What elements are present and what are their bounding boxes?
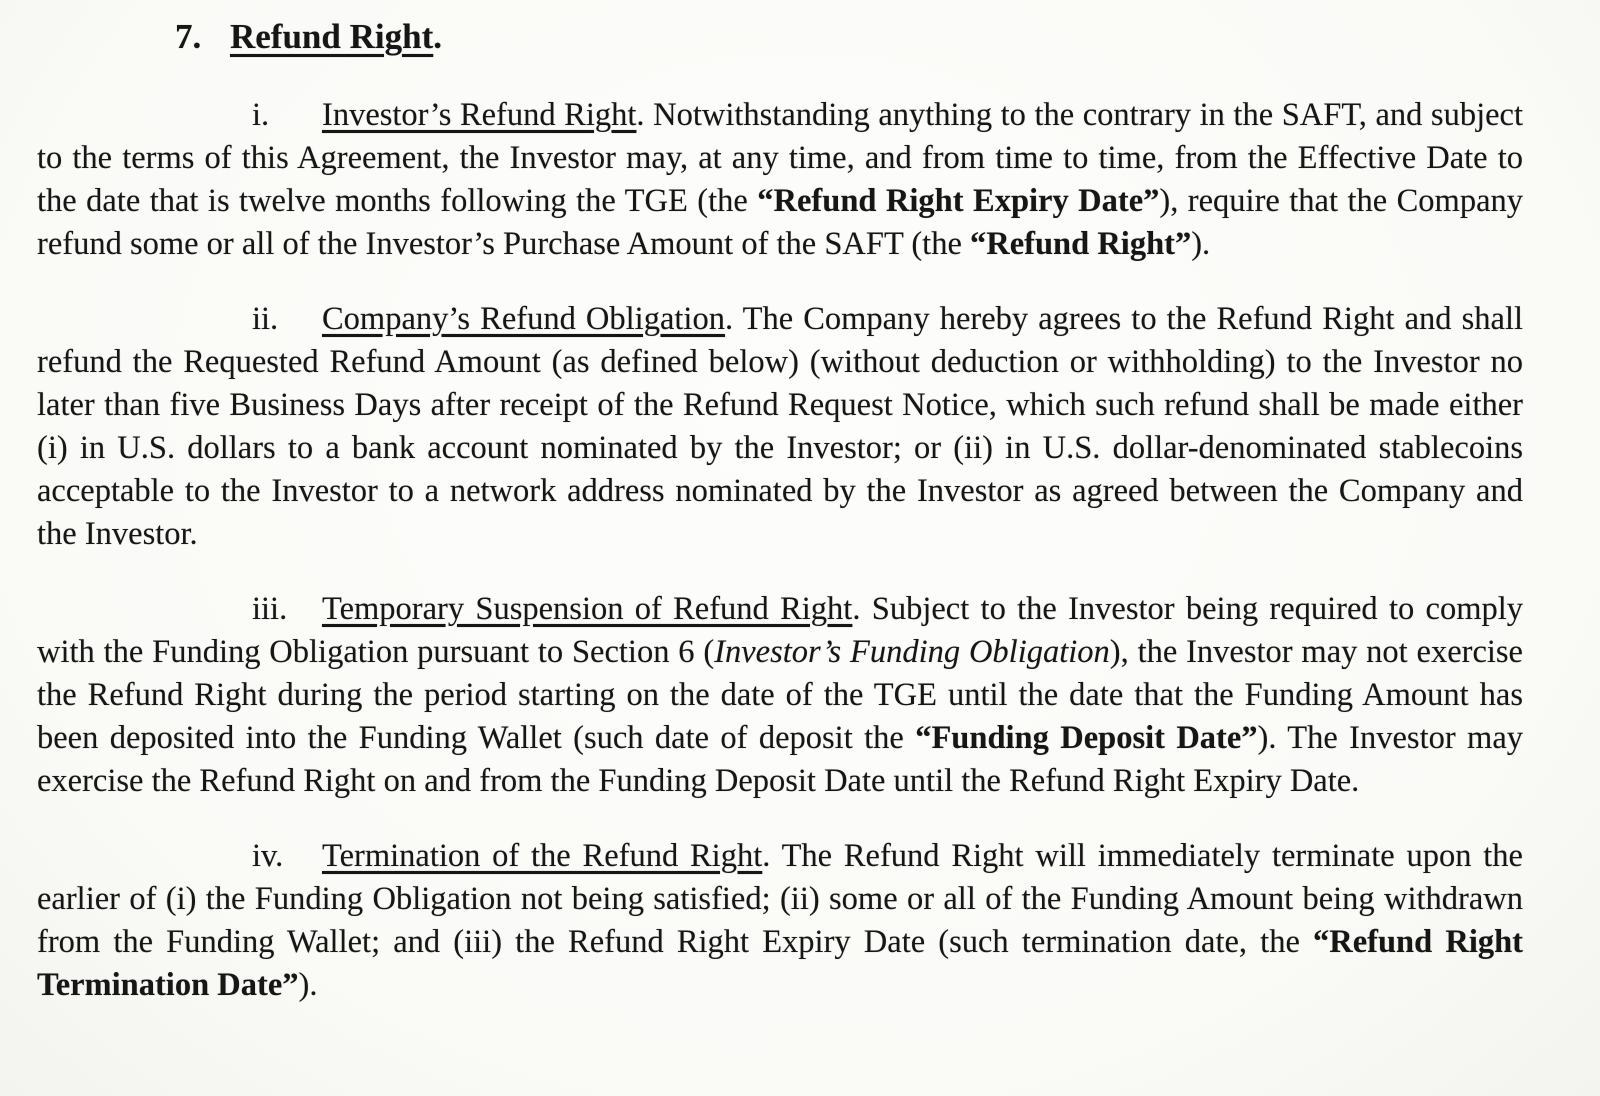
- body-text: ), the Investor may not exercise the Refund Right during the period starting on the date of the TGE until the date that the Funding Amount has been deposited into the Funding Wallet (such date of deposit the: [37, 634, 1523, 756]
- contract-paragraph: [37, 835, 1523, 1007]
- contract-paragraph: [37, 588, 1523, 803]
- paragraph-list: [37, 94, 1523, 1007]
- body-text: ). The Investor may exercise the Refund Right on and from the Funding Deposit Date until the Refund Right Expiry Date.: [37, 720, 1523, 799]
- section-title: Refund Right: [230, 17, 434, 56]
- paragraph-number: iii.: [252, 591, 288, 627]
- contract-paragraph: [37, 94, 1523, 266]
- defined-term: “Refund Right Expiry Date”: [757, 183, 1160, 219]
- section-number: 7.: [175, 17, 202, 56]
- paragraph-number: ii.: [252, 301, 279, 337]
- body-text: ).: [1191, 226, 1211, 262]
- clause-title: Investor’s Refund Right: [322, 97, 637, 133]
- section-heading: [37, 12, 1523, 62]
- clause-title: Company’s Refund Obligation: [322, 301, 725, 337]
- contract-paragraph: [37, 298, 1523, 556]
- body-text: . The Company hereby agrees to the Refund Right and shall refund the Requested Refund Amount (as defined below) (without deduction or withholding) to the Investor no later than five Business Days after receipt of the Refund Request Notice, which such refund shall be made either (i) in U.S. dollars to a bank account nominated by the Investor; or (ii) in U.S. dollar-denominated stablecoins acceptable to the Investor to a network address nominated by the Investor as agreed between the Company and the Investor.: [37, 301, 1523, 552]
- body-text: . Notwithstanding anything to the contrary in the SAFT, and subject to the terms of this Agreement, the Investor may, at any time, and from time to time, from the Effective Date to the date that is twelve months following the TGE (the: [37, 97, 1523, 219]
- defined-term: “Refund Right Termination Date”: [37, 924, 1523, 1003]
- document-body: [37, 0, 1523, 1007]
- clause-title: Temporary Suspension of Refund Right: [322, 591, 853, 627]
- body-text: . The Refund Right will immediately terminate upon the earlier of (i) the Funding Obligation not being satisfied; (ii) some or all of the Funding Amount being withdrawn from the Funding Wallet; and (iii) the Refund Right Expiry Date (such termination date, the: [37, 838, 1523, 960]
- paragraph-number: i.: [252, 97, 270, 133]
- body-text: ), require that the Company refund some or all of the Investor’s Purchase Amount of the SAFT (the: [37, 183, 1523, 262]
- body-text: . Subject to the Investor being required to comply with the Funding Obligation pursuant to Section 6 (: [37, 591, 1524, 670]
- defined-term: “Funding Deposit Date”: [915, 720, 1258, 756]
- section-title-period: .: [433, 17, 442, 56]
- defined-term: “Refund Right”: [970, 226, 1192, 262]
- clause-title: Termination of the Refund Right: [322, 838, 763, 874]
- body-text: ).: [298, 967, 318, 1003]
- cross-reference: Investor’s Funding Obligation: [714, 634, 1110, 670]
- paragraph-number: iv.: [252, 838, 284, 874]
